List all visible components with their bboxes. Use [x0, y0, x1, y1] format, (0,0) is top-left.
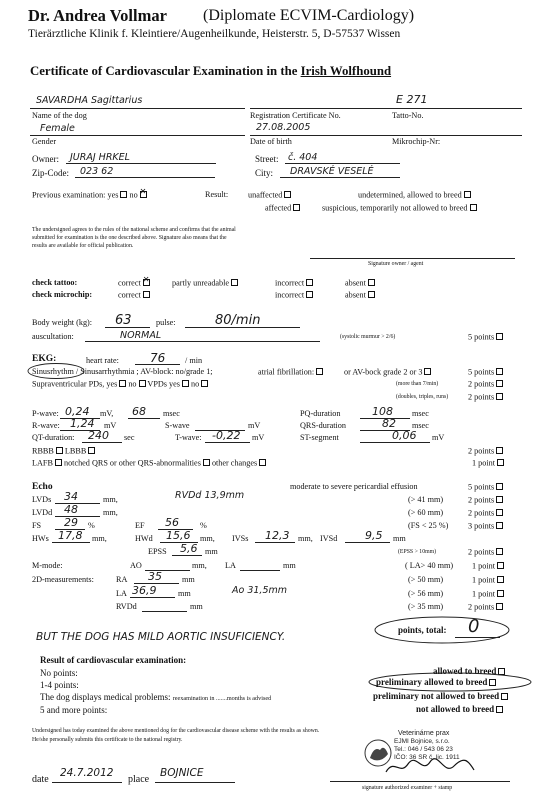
ivss-line: [255, 542, 295, 543]
chip-absent-checkbox[interactable]: [368, 291, 375, 298]
lvds-points-label: 2 points: [468, 495, 495, 505]
lvdd-points-checkbox[interactable]: [496, 509, 503, 516]
epss-points-label: 2 points: [468, 547, 495, 557]
ekg-points-5-label: 5 points: [468, 367, 495, 377]
pwave-ms: 68: [132, 405, 146, 418]
fs-unit: %: [88, 521, 95, 530]
la-line: [240, 570, 280, 571]
hws-value: 17,8: [58, 529, 83, 542]
other-changes-label: other changes: [211, 458, 258, 468]
reg-label: Registration Certificate No.: [250, 111, 341, 120]
epss-points-checkbox[interactable]: [496, 548, 503, 555]
ef-unit: %: [200, 521, 207, 530]
ausc-points-checkbox[interactable]: [496, 333, 503, 340]
la-unit: mm: [283, 561, 296, 570]
tattoo-incorrect-label: incorrect: [275, 278, 305, 288]
qt-label: QT-duration:: [32, 433, 75, 442]
rvdd-points-checkbox[interactable]: [496, 603, 503, 610]
pulse-value: 80/min: [215, 313, 261, 328]
check-tattoo-label: check tattoo:: [32, 278, 78, 287]
ivss-label: IVSs: [232, 534, 249, 543]
ef-value: 56: [165, 516, 179, 529]
certificate-breed: Irish Wolfhound: [300, 64, 392, 78]
bbb-row: [32, 447, 95, 456]
unaffected-label: unaffected: [248, 190, 283, 200]
points-total-line: [455, 637, 500, 638]
mmode-points-label: 1 point: [472, 561, 495, 571]
atrial-fib: [258, 368, 323, 377]
lvdd-crit: (> 60 mm): [408, 508, 444, 517]
ivss-value: 12,3: [265, 529, 290, 542]
swave-label: S-wave: [165, 421, 190, 430]
supra-points-label: 2 points: [468, 379, 495, 389]
ra-points-label: 1 point: [472, 575, 495, 585]
epss-value: 5,6: [180, 542, 198, 555]
affected-option: [265, 204, 300, 213]
rwave-label: R-wave:: [32, 421, 60, 430]
lafb-points: [472, 459, 504, 468]
examiner-signature: [382, 754, 477, 778]
pwave-label: P-wave:: [32, 409, 59, 418]
auscultation-value: NORMAL: [120, 330, 162, 341]
lbbb-label: LBBB: [64, 446, 87, 456]
suspicious-checkbox[interactable]: [470, 204, 477, 211]
previous-exam: [32, 191, 147, 200]
doubles-triples: (doubles, triples, runs): [396, 394, 449, 400]
vet-diploma: (Diplomate ECVIM-Cardiology): [203, 7, 415, 24]
weight-line: [105, 327, 150, 328]
suspicious-option: [322, 204, 477, 213]
date-line: [52, 782, 122, 783]
certificate-title: [30, 65, 391, 78]
pulse-line: [185, 327, 300, 328]
agreement-line1: The undersigned agrees to the rules of the national scheme and confirms that the animal: [32, 227, 236, 233]
check-chip-label: check microchip:: [32, 290, 93, 299]
per-min: / min: [185, 356, 203, 365]
lbbb-checkbox[interactable]: [88, 447, 95, 454]
place-value: BOJNICE: [160, 767, 204, 779]
rhythm-text: Sinusrhythm / Sinusarrhythmia ; AV-block: no/grade 1;: [32, 367, 213, 376]
mmode-points: [472, 562, 504, 571]
pulse-label: pulse:: [156, 318, 176, 327]
dob-value: 27.08.2005: [256, 122, 311, 133]
prelim-allowed-option: [376, 678, 496, 687]
rwave-mv-unit: mV: [104, 421, 117, 430]
supra-no-checkbox[interactable]: [139, 380, 146, 387]
weight-value: 63: [115, 313, 132, 328]
ra-unit: mm: [182, 575, 195, 584]
chip-label: Mikrochip-Nr:: [392, 137, 441, 146]
ausc-points: [468, 333, 503, 342]
heart-rate-value: 76: [150, 351, 166, 365]
st-line: [360, 442, 430, 443]
undetermined-checkbox[interactable]: [464, 191, 471, 198]
vpds-yes-label: yes: [169, 379, 180, 389]
city-value: DRAVSKÉ VESELÉ: [290, 166, 374, 177]
points-total-value: 0: [468, 616, 480, 637]
vet-name: Dr. Andrea Vollmar: [28, 6, 167, 25]
atrial-fib-label: atrial fibrillation:: [258, 367, 315, 377]
place-line: [155, 782, 235, 783]
pwave-ms-line: [128, 418, 160, 419]
not-allowed-label: not allowed to breed: [416, 704, 495, 714]
heart-rate-line: [135, 364, 180, 365]
rvdd-label: RVDd: [116, 602, 137, 611]
street-line: [285, 163, 400, 164]
tattoo-absent-checkbox[interactable]: [368, 279, 375, 286]
hwd-label: HWd: [135, 534, 153, 543]
tattoo-partly-label: partly unreadable: [172, 278, 230, 288]
dog-name-label: Name of the dog: [32, 111, 87, 120]
ivsd-label: IVSd: [320, 534, 338, 543]
av-block-label: or AV-bock grade 2 or 3: [344, 367, 423, 377]
rwave-mv: 1,24: [70, 417, 95, 430]
examiner-sig-line: [330, 781, 510, 782]
rvdd-unit: mm: [190, 602, 203, 611]
pwave-mv-unit: mV,: [100, 409, 114, 418]
pq-label: PQ-duration: [300, 409, 341, 418]
chip-absent: [345, 291, 375, 300]
ivsd-value: 9,5: [365, 529, 383, 542]
problems-label: The dog displays medical problems:: [40, 692, 171, 702]
owner-line: [66, 163, 216, 164]
points-total-label: points, total:: [398, 625, 447, 635]
la2-value: 36,9: [132, 584, 157, 597]
previous-no-checkbox[interactable]: [140, 191, 147, 198]
zip-line: [75, 177, 215, 178]
rbbb-label: RBBB: [32, 446, 54, 456]
chip-absent-label: absent: [345, 290, 366, 300]
gt56-crit: (> 56 mm): [408, 589, 444, 598]
stamp-line2: EJMI Bojnice, s.r.o.: [394, 738, 450, 745]
more-than-7: (more than 7/min): [396, 381, 439, 387]
aortic-note: BUT THE DOG HAS MILD AORTIC INSUFICIENCY.: [36, 631, 286, 643]
date-value: 24.7.2012: [60, 767, 114, 779]
notched-label: notched QRS or other QRS-abnormalities: [63, 458, 201, 468]
bbb-points-label: 2 points: [468, 446, 495, 456]
no-points-label: No points:: [40, 668, 78, 678]
previous-yes-checkbox[interactable]: [120, 191, 127, 198]
prelim-allowed-label: preliminary allowed to breed: [376, 677, 488, 687]
ra-value: 35: [148, 570, 162, 583]
unaffected-option: [248, 191, 291, 200]
prelim-allowed-checkbox[interactable]: [489, 679, 496, 686]
chip-correct-checkbox[interactable]: [143, 291, 150, 298]
la2-unit: mm: [178, 589, 191, 598]
effusion-points-checkbox[interactable]: [496, 483, 503, 490]
effusion-points: [468, 483, 503, 492]
doubles-points: [468, 393, 503, 402]
ao-label: AO: [130, 561, 142, 570]
footer-line2: He/she personally submits this certificate to the national registry.: [32, 737, 183, 743]
systolic-murmur: (systolic murmur > 2/6): [340, 334, 396, 340]
tattoo-partly-checkbox[interactable]: [231, 279, 238, 286]
effusion-points-label: 5 points: [468, 482, 495, 492]
heart-rate-label: heart rate:: [86, 356, 119, 365]
fs-label: FS: [32, 521, 42, 530]
unaffected-checkbox[interactable]: [284, 191, 291, 198]
certificate-title-prefix: Certificate of Cardiovascular Examination in the: [30, 64, 298, 78]
gender-line: [30, 135, 245, 136]
la2-label: LA: [116, 589, 127, 598]
lvds-crit: (> 41 mm): [408, 495, 444, 504]
city-label: City:: [255, 168, 274, 178]
ra-points-checkbox[interactable]: [497, 576, 504, 583]
examiner-sig-label: signature authorized examiner + stamp: [362, 785, 453, 791]
supra-points: [468, 380, 503, 389]
ivss-unit: mm,: [298, 534, 313, 543]
owner-value: JURAJ HRKEL: [70, 152, 130, 163]
supra-label: Supraventricular PDs, yes: [32, 379, 118, 389]
rbbb-checkbox[interactable]: [56, 447, 63, 454]
la40-crit: ( LA> 40 mm): [405, 561, 454, 570]
lafb-checkbox[interactable]: [55, 459, 62, 466]
hwd-value: 15,6: [166, 529, 191, 542]
hws-line: [52, 542, 90, 543]
twod-label: 2D-measurements:: [32, 575, 94, 584]
tattoo-label: Tatto-No.: [392, 111, 424, 120]
av-block: [344, 368, 431, 377]
effusion-label: moderate to severe pericardial effusion: [290, 482, 418, 491]
place-label: place: [128, 774, 150, 785]
tattoo-partly: [172, 279, 238, 288]
la-label: LA: [225, 561, 236, 570]
bbb-points: [468, 447, 503, 456]
allowed-label: allowed to breed: [433, 666, 497, 676]
clinic-address: Tierärztliche Klinik f. Kleintiere/Augenheilkunde, Heisterstr. 5, D-57537 Wissen: [28, 28, 401, 40]
ekg-points-5: [468, 368, 503, 377]
qrs-label: QRS-duration: [300, 421, 346, 430]
not-allowed-checkbox[interactable]: [496, 706, 503, 713]
mmode-points-checkbox[interactable]: [497, 562, 504, 569]
date-label: date: [32, 774, 49, 785]
fs-crit: (FS < 25 %): [408, 521, 449, 530]
echo-label: Echo: [32, 482, 53, 492]
qt-unit: sec: [124, 433, 135, 442]
owner-signature-line: [310, 258, 515, 259]
st-label: ST-segment: [300, 433, 339, 442]
gt50-crit: (> 50 mm): [408, 575, 444, 584]
gender-value: Female: [40, 123, 75, 134]
la2-points-checkbox[interactable]: [497, 590, 504, 597]
vpds-yes-checkbox[interactable]: [182, 380, 189, 387]
la2-points-label: 1 point: [472, 589, 495, 599]
lvdd-unit: mm,: [103, 508, 118, 517]
street-label: Street:: [255, 154, 279, 164]
dog-name-line: [30, 108, 245, 109]
lafb-points-checkbox[interactable]: [497, 459, 504, 466]
bbb-points-checkbox[interactable]: [496, 447, 503, 454]
five-more-label: 5 and more points:: [40, 705, 108, 715]
fs-points-checkbox[interactable]: [496, 522, 503, 529]
doubles-points-checkbox[interactable]: [496, 393, 503, 400]
ausc-points-label: 5 points: [468, 332, 495, 342]
notched-checkbox[interactable]: [203, 459, 210, 466]
auscultation-label: auscultation:: [32, 332, 74, 341]
st-value: 0,06: [392, 429, 417, 442]
undetermined-label: undetermined, allowed to breed: [358, 190, 462, 200]
epss-crit: (EPSS > 10mm): [398, 549, 437, 555]
owner-label: Owner:: [32, 154, 59, 164]
epss-unit: mm: [205, 547, 218, 556]
one-four-label: 1-4 points:: [40, 680, 79, 690]
doubles-points-label: 2 points: [468, 392, 495, 402]
vpds-label: VPDs: [147, 379, 167, 389]
street-value: č. 404: [288, 152, 318, 163]
qrs-unit: msec: [412, 421, 429, 430]
qrs-value: 82: [382, 417, 396, 430]
lvds-label: LVDs: [32, 495, 52, 504]
previous-no: no: [129, 190, 138, 200]
lvdd-points: [468, 509, 503, 518]
chip-incorrect-label: incorrect: [275, 290, 305, 300]
la2-points: [472, 590, 504, 599]
lvds-points-checkbox[interactable]: [496, 496, 503, 503]
problems-row: [40, 693, 271, 702]
chip-correct-label: correct: [118, 290, 141, 300]
ao-unit: mm,: [192, 561, 207, 570]
prelim-not-checkbox[interactable]: [501, 693, 508, 700]
hwd-unit: mm,: [200, 534, 215, 543]
other-changes-checkbox[interactable]: [259, 459, 266, 466]
supra-no-label: no: [128, 379, 137, 389]
fs-points: [468, 522, 503, 531]
supra-yes-checkbox[interactable]: [119, 380, 126, 387]
result-label: Result:: [205, 190, 229, 199]
tattoo-correct-checkbox[interactable]: [143, 279, 150, 286]
lafb-row: [32, 459, 266, 468]
auscultation-line: [85, 341, 320, 342]
lvdd-value: 48: [64, 503, 78, 516]
vpds-no-label: no: [191, 379, 200, 389]
supra-pds: [32, 380, 208, 389]
agreement-line2: submitted for examination is the one described above. Signature also means that the: [32, 235, 227, 241]
ekg-label: EKG:: [32, 354, 57, 364]
twave-unit: mV: [252, 433, 265, 442]
rvdd-note: RVDd 13,9mm: [175, 490, 245, 501]
pq-value: 108: [372, 405, 393, 418]
chip-correct: [118, 291, 150, 300]
prelim-not-option: [373, 692, 508, 701]
twave-line: [205, 442, 250, 443]
previous-label: Previous examination:: [32, 190, 106, 200]
previous-yes: yes: [107, 190, 119, 200]
stamp-line1: Veterinárne prax: [398, 730, 450, 737]
st-unit: mV: [432, 433, 445, 442]
owner-signature-label: Signature owner / agent: [368, 261, 424, 267]
hws-label: HWs: [32, 534, 49, 543]
av-block-checkbox[interactable]: [424, 368, 431, 375]
dog-name-value: SAVARDHA Sagittarius: [36, 95, 143, 106]
lvds-unit: mm,: [103, 495, 118, 504]
dob-label: Date of birth: [250, 137, 292, 146]
epss-line: [172, 555, 202, 556]
ivsd-unit: mm: [393, 534, 406, 543]
ao-note: Ao 31,5mm: [232, 585, 287, 596]
ra-label: RA: [116, 575, 128, 584]
gender-label: Gender: [32, 137, 57, 146]
rvdd-line: [142, 611, 187, 612]
city-line: [280, 177, 400, 178]
zip-value: 023 62: [80, 166, 114, 177]
twave-value: -0,22: [212, 429, 241, 442]
result-exam-label: Result of cardiovascular examination:: [40, 655, 187, 665]
hws-unit: mm,: [92, 534, 107, 543]
gt35-crit: (> 35 mm): [408, 602, 444, 611]
ra-points: [472, 576, 504, 585]
qt-value: 240: [88, 429, 109, 442]
twave-label: T-wave:: [175, 433, 202, 442]
tattoo-absent: [345, 279, 375, 288]
lafb-label: LAFB: [32, 458, 53, 468]
rvdd-points: [468, 603, 503, 612]
chip-incorrect-checkbox[interactable]: [306, 291, 313, 298]
lafb-points-label: 1 point: [472, 458, 495, 468]
atrial-fib-checkbox[interactable]: [316, 368, 323, 375]
tattoo-correct-label: correct: [118, 278, 141, 288]
stamp-line3: Tel.: 046 / 543 06 23: [394, 746, 453, 753]
pwave-ms-unit: msec: [163, 409, 180, 418]
reexam-label: reexamination in .......months is advised: [172, 695, 272, 702]
affected-label: affected: [265, 203, 292, 213]
epss-label: EPSS: [148, 547, 167, 556]
lvdd-points-label: 2 points: [468, 508, 495, 518]
dob-line: [250, 135, 522, 136]
rhythm-circle: [26, 362, 86, 380]
reg-line: [250, 108, 522, 109]
chip-incorrect: [275, 291, 313, 300]
stamp-line4: IČO: 36 SR č. lic. 1911: [394, 754, 460, 761]
affected-checkbox[interactable]: [293, 204, 300, 211]
not-allowed-option: [416, 705, 503, 714]
ekg-points-5-checkbox[interactable]: [496, 368, 503, 375]
lvds-value: 34: [64, 490, 78, 503]
tattoo-incorrect-checkbox[interactable]: [306, 279, 313, 286]
fs-value: 29: [64, 516, 78, 529]
supra-points-checkbox[interactable]: [496, 380, 503, 387]
swave-mv-unit: mV: [248, 421, 261, 430]
tattoo-correct: [118, 279, 150, 288]
weight-label: Body weight (kg):: [32, 318, 93, 327]
stamp: [362, 730, 480, 778]
prelim-not-label: preliminary not allowed to breed: [373, 691, 500, 701]
vpds-no-checkbox[interactable]: [201, 380, 208, 387]
reg-value: E 271: [396, 93, 428, 106]
ef-label: EF: [135, 521, 145, 530]
epss-points: [468, 548, 503, 557]
footer-line1: Undersigned has today examined the above mentioned dog for the cardiovascular disease scheme with the results as shown.: [32, 728, 320, 734]
qt-line: [82, 442, 122, 443]
mmode-label: M-mode:: [32, 561, 63, 570]
pwave-mv: 0,24: [65, 405, 90, 418]
lvds-points: [468, 496, 503, 505]
ivsd-line: [345, 542, 390, 543]
la2-line: [130, 597, 175, 598]
tattoo-absent-label: absent: [345, 278, 366, 288]
agreement-line3: results are available for official publication.: [32, 243, 134, 249]
pq-unit: msec: [412, 409, 429, 418]
rvdd-points-label: 2 points: [468, 602, 495, 612]
suspicious-label: suspicious, temporarily not allowed to breed: [322, 203, 468, 213]
fs-points-label: 3 points: [468, 521, 495, 531]
tattoo-incorrect: [275, 279, 313, 288]
zip-label: Zip-Code:: [32, 168, 69, 178]
lvdd-label: LVDd: [32, 508, 53, 517]
undetermined-option: [358, 191, 471, 200]
